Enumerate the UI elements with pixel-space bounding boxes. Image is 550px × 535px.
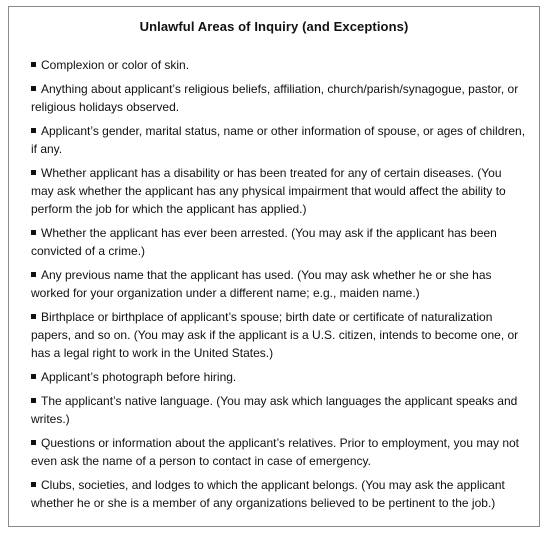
- square-bullet-icon: [31, 128, 36, 133]
- list-item: [31, 80, 527, 116]
- square-bullet-icon: [31, 440, 36, 445]
- list-item: [31, 164, 527, 218]
- list-item-text: Any previous name that the applicant has used. (You may ask whether he or she has worked for your organization under a different name; e.g., maiden name.): [31, 268, 492, 300]
- list-item: [31, 122, 527, 158]
- list-item-text: Complexion or color of skin.: [41, 58, 190, 72]
- square-bullet-icon: [31, 374, 36, 379]
- inquiry-box: [8, 6, 540, 527]
- square-bullet-icon: [31, 482, 36, 487]
- square-bullet-icon: [31, 86, 36, 91]
- list-item-text: Questions or information about the applicant’s relatives. Prior to employment, you may not even ask the name of a person to contact in case of emergency.: [31, 436, 520, 468]
- square-bullet-icon: [31, 272, 36, 277]
- square-bullet-icon: [31, 170, 36, 175]
- list-item: [31, 476, 527, 512]
- list-item-text: Whether applicant has a disability or has been treated for any of certain diseases. (You may ask whether the applicant has any physical impairment that would affect the ability to perform the job for which the applicant has applied.): [31, 166, 506, 216]
- list-item: [31, 56, 527, 74]
- list-item-text: Whether the applicant has ever been arrested. (You may ask if the applicant has been convicted of a crime.): [31, 226, 497, 258]
- inquiry-list: [31, 56, 527, 512]
- square-bullet-icon: [31, 230, 36, 235]
- list-item-text: Clubs, societies, and lodges to which the applicant belongs. (You may ask the applicant whether he or she is a member of any organizations believed to be pertinent to the job.): [31, 478, 505, 510]
- document-title: Unlawful Areas of Inquiry (and Exceptions): [139, 19, 409, 34]
- square-bullet-icon: [31, 62, 36, 67]
- square-bullet-icon: [31, 398, 36, 403]
- list-item: [31, 266, 527, 302]
- square-bullet-icon: [31, 314, 36, 319]
- list-item: [31, 308, 527, 362]
- list-item: [31, 368, 527, 386]
- list-item-text: Birthplace or birthplace of applicant’s spouse; birth date or certificate of naturalization papers, and so on. (You may ask if the applicant is a U.S. citizen, intends to become one, or has a legal right to work in the United States.): [31, 310, 519, 360]
- list-item-text: Anything about applicant’s religious beliefs, affiliation, church/parish/synagogue, pastor, or religious holidays observed.: [31, 82, 519, 114]
- list-item: [31, 392, 527, 428]
- list-item-text: Applicant’s photograph before hiring.: [41, 370, 237, 384]
- list-item-text: Applicant’s gender, marital status, name or other information of spouse, or ages of children, if any.: [31, 124, 526, 156]
- list-item-text: The applicant’s native language. (You may ask which languages the applicant speaks and writes.): [31, 394, 518, 426]
- list-item: [31, 434, 527, 470]
- list-item: [31, 224, 527, 260]
